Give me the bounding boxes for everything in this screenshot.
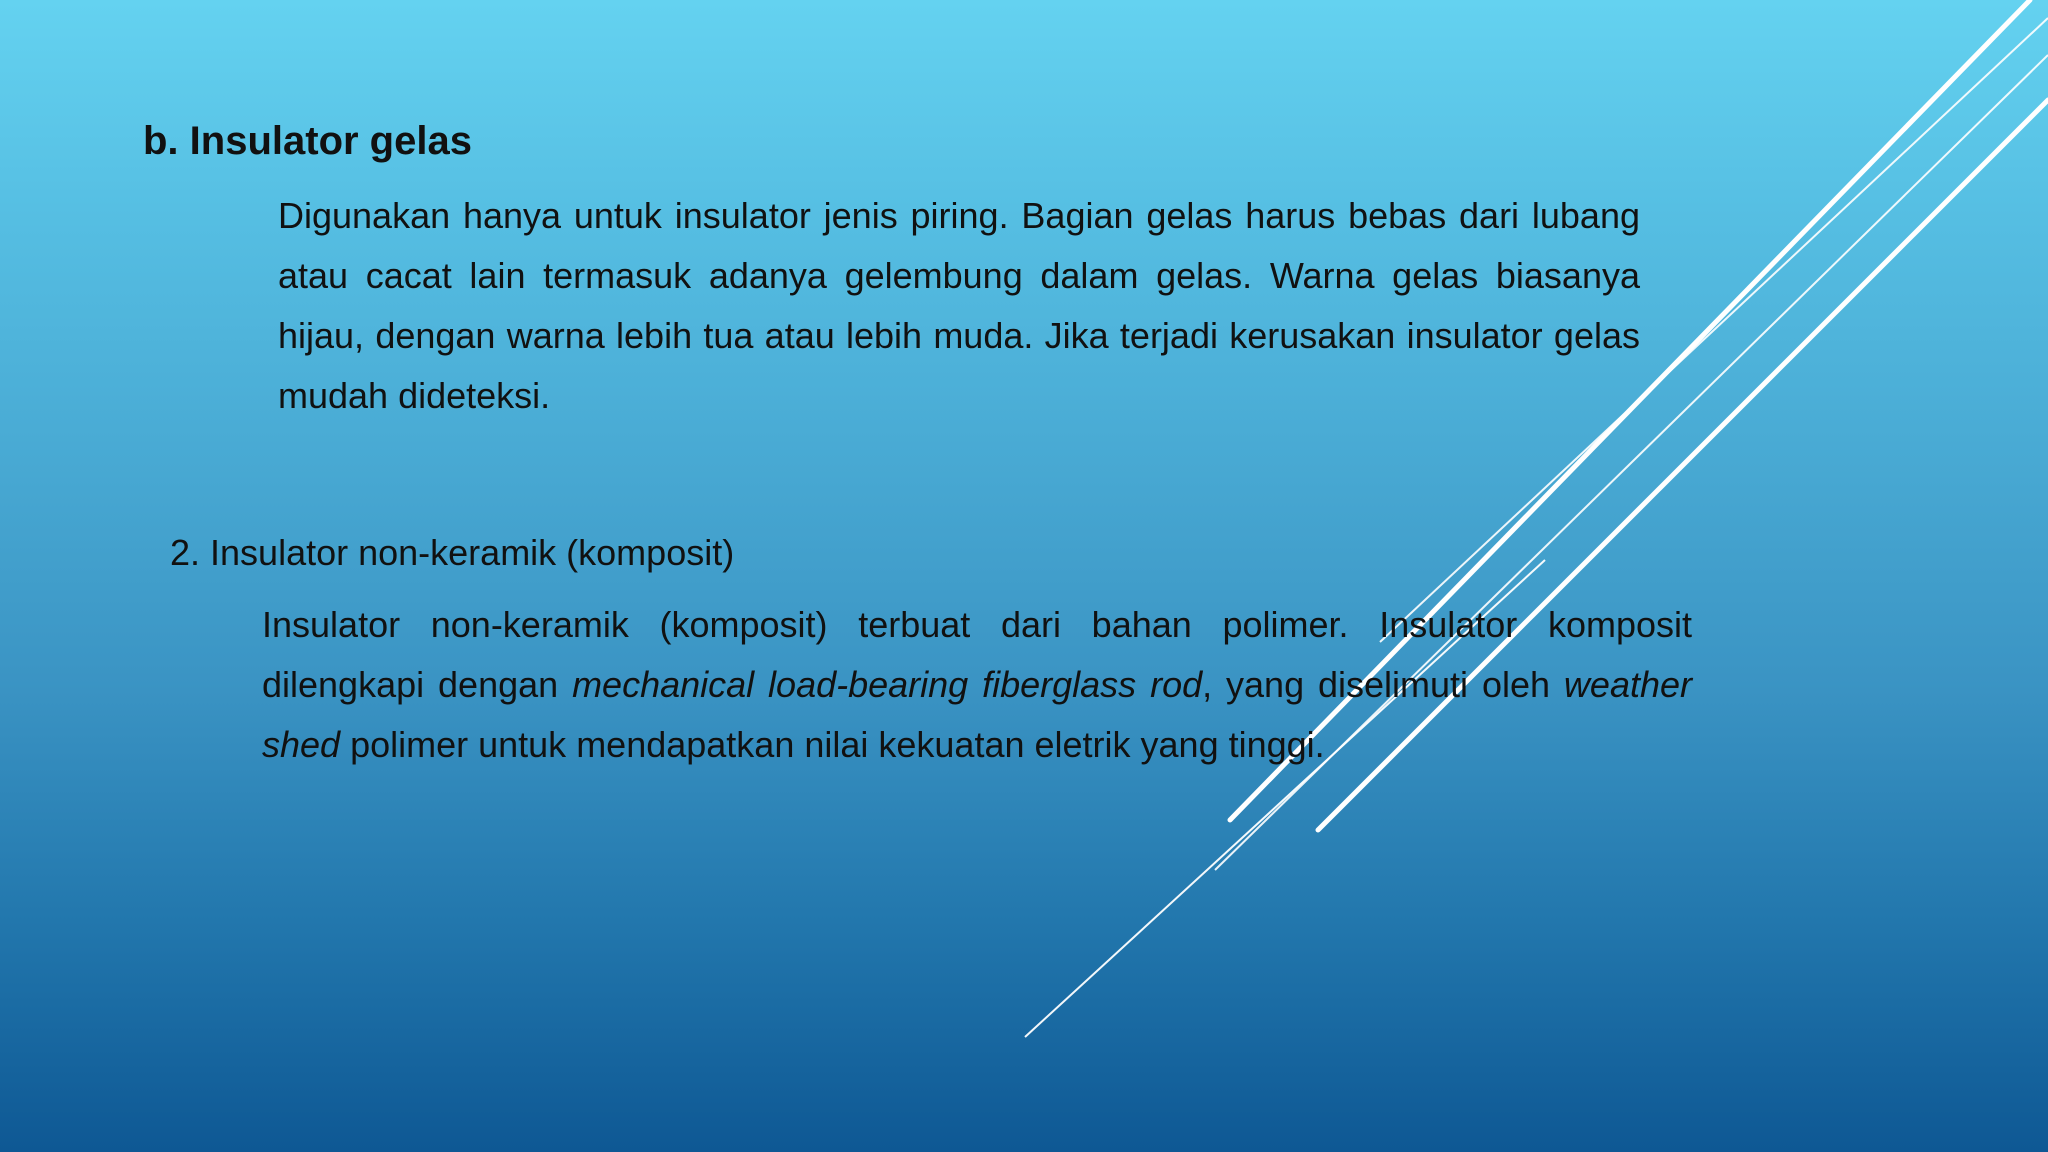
section-b-heading: b. Insulator gelas (143, 119, 472, 163)
section-2-paragraph (262, 595, 1692, 775)
section-b-paragraph: Digunakan hanya untuk insulator jenis piring. Bagian gelas harus bebas dari lubang atau cacat lain termasuk adanya gelembung dalam gelas. Warna gelas biasanya hijau, dengan warna lebih tua atau lebih muda. Jika terjadi kerusakan insulator gelas mudah dideteksi. (278, 195, 1640, 416)
section-2-text-part-2: , yang diselimuti oleh (1202, 664, 1564, 705)
section-2-heading: 2. Insulator non-keramik (komposit) (170, 532, 735, 573)
section-2-text-part-1: Insulator non-keramik (komposit) terbuat dari bahan polimer. Insulator komposit dilengkapi dengan (262, 604, 1692, 705)
section-2-italic-term-1: mechanical load-bearing fiberglass rod (572, 664, 1203, 705)
section-2-italic-term-2: weather shed (262, 664, 1692, 765)
section-2-text-part-3: polimer untuk mendapatkan nilai kekuatan eletrik yang tinggi. (340, 724, 1325, 765)
